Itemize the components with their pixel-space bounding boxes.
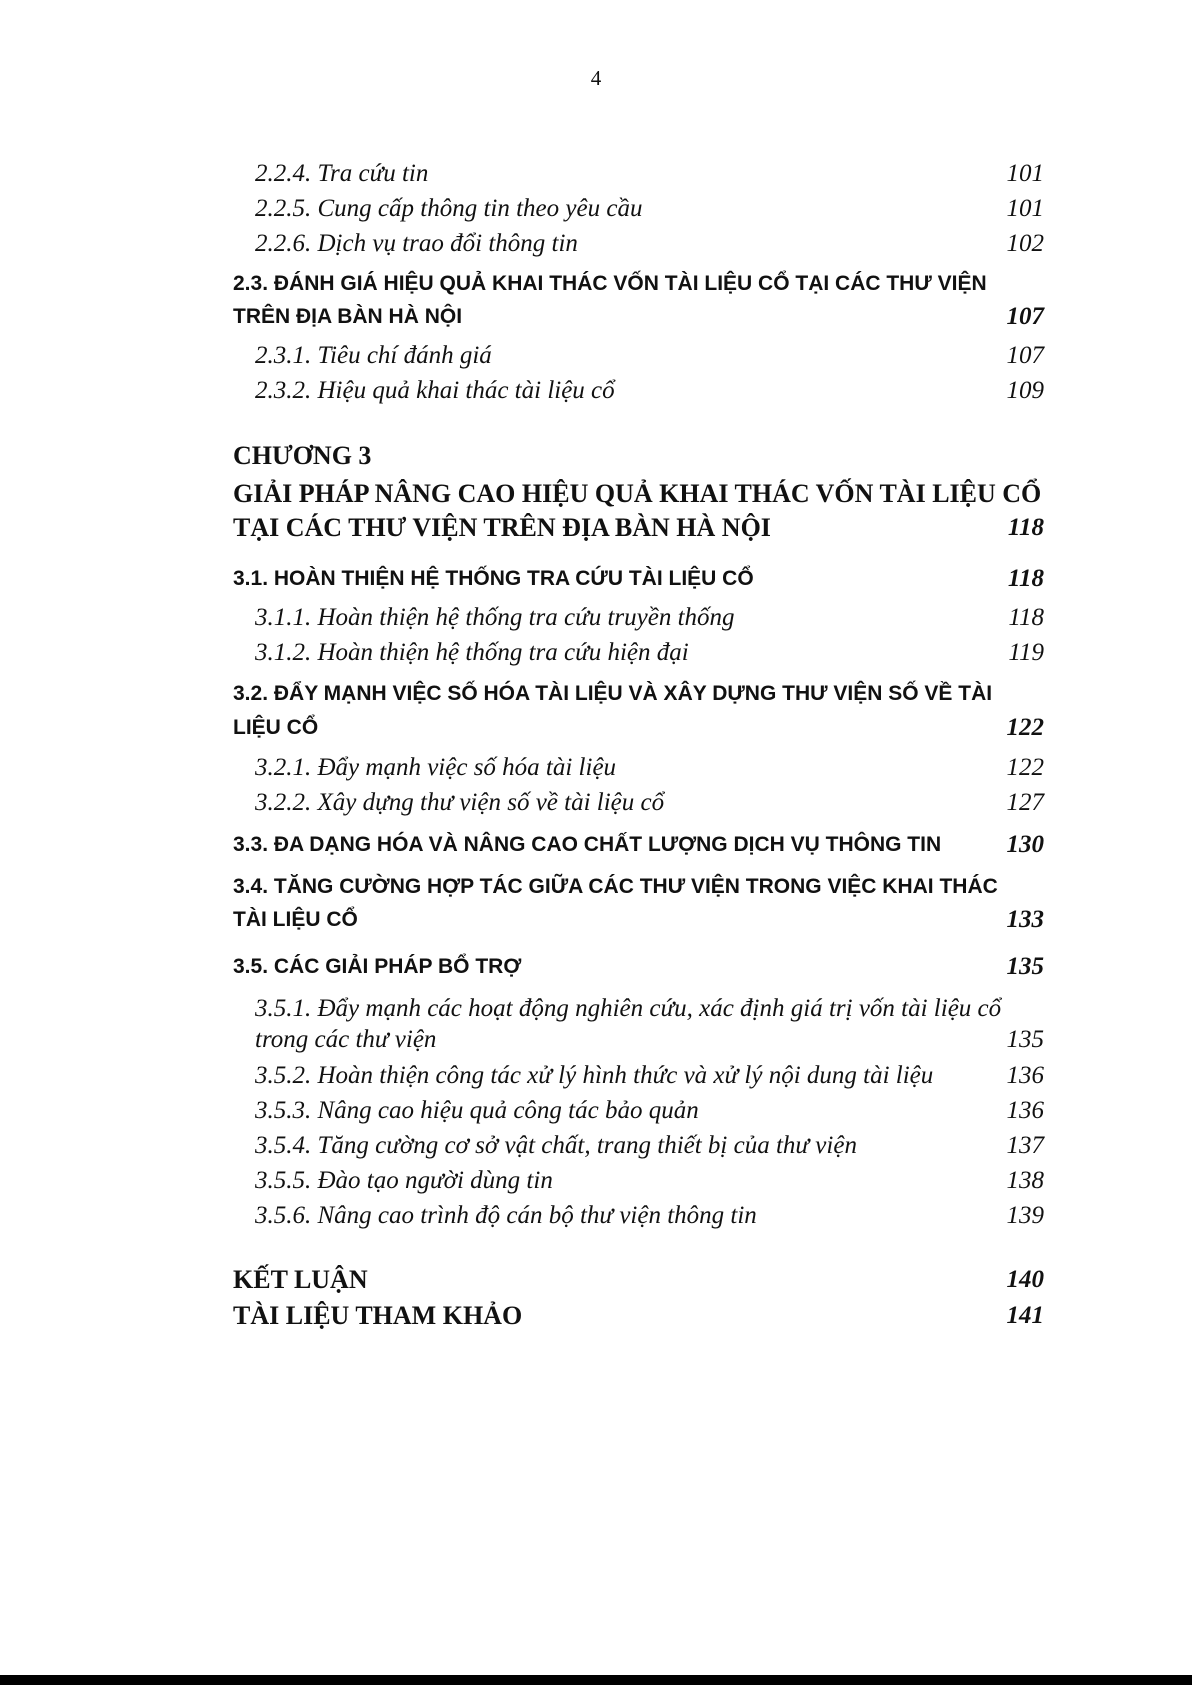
toc-entry[interactable] [233,786,1044,820]
toc-entry-title: 2.3.1. Tiêu chí đánh giá [255,342,492,369]
toc-entry-title: LIỆU CỔ [233,716,319,739]
toc-entry[interactable] [233,374,1044,408]
toc-entry-title: 3.2.1. Đẩy mạnh việc số hóa tài liệu [255,754,617,781]
toc-entry-page-number: 139 [1006,1202,1044,1229]
toc-entry-page-number: 107 [1006,303,1044,330]
toc-entry-title: TÀI LIỆU CỔ [233,908,358,931]
toc-entry[interactable] [233,636,1044,670]
toc-entry-page-number: 118 [1008,604,1044,631]
toc-entry-page-number: 127 [1006,789,1044,816]
toc-entry[interactable] [233,830,1044,860]
toc-entry-title: 3.1.1. Hoàn thiện hệ thống tra cứu truyền thống [255,604,735,631]
toc-entry-page-number: 101 [1006,160,1044,187]
toc-entry-title: KẾT LUẬN [233,1265,368,1294]
toc-entry-page-number: 122 [1006,754,1044,781]
toc-entry[interactable] [233,992,1044,1057]
toc-entry-title: 2.3. ĐÁNH GIÁ HIỆU QUẢ KHAI THÁC VỐN TÀI LIỆU CỔ TẠI CÁC THƯ VIỆN [233,272,987,295]
toc-entry[interactable] [233,751,1044,785]
toc-entry[interactable] [233,679,1044,743]
toc-entry[interactable] [233,564,1044,594]
toc-entry-title: 3.1.2. Hoàn thiện hệ thống tra cứu hiện đại [255,639,689,666]
toc-entry-page-number: 135 [1006,1026,1044,1053]
toc-entry-page-number: 109 [1006,377,1044,404]
toc-entry-title: trong các thư viện [255,1026,437,1053]
toc-entry-page-number: 138 [1006,1167,1044,1194]
toc-entry-page-number: 137 [1006,1132,1044,1159]
toc-entry-title: GIẢI PHÁP NÂNG CAO HIỆU QUẢ KHAI THÁC VỐN TÀI LIỆU CỔ [233,479,1042,508]
toc-entry-title: TẠI CÁC THƯ VIỆN TRÊN ĐỊA BÀN HÀ NỘI [233,513,771,542]
toc-entry-title: 3.5. CÁC GIẢI PHÁP BỔ TRỢ [233,955,522,978]
toc-entry[interactable] [233,952,1044,982]
toc-entry-title: 3.5.6. Nâng cao trình độ cán bộ thư viện thông tin [255,1202,757,1229]
toc-entry[interactable] [233,157,1044,191]
toc-entry-page-number: 136 [1006,1097,1044,1124]
toc-entry[interactable] [233,1263,1044,1297]
toc-entry-page-number: 135 [1006,953,1044,980]
toc-entry-title: 3.5.4. Tăng cường cơ sở vật chất, trang thiết bị của thư viện [255,1132,857,1159]
toc-entry-title: 3.3. ĐA DẠNG HÓA VÀ NÂNG CAO CHẤT LƯỢNG DỊCH VỤ THÔNG TIN [233,833,942,856]
toc-entry[interactable] [233,477,1044,545]
toc-entry[interactable] [233,339,1044,373]
toc-entry-title: 3.5.1. Đẩy mạnh các hoạt động nghiên cứu, xác định giá trị vốn tài liệu cổ [255,995,1002,1022]
toc-entry[interactable] [233,227,1044,261]
toc-entry-title: 3.5.5. Đào tạo người dùng tin [255,1167,553,1194]
toc-entry[interactable] [233,192,1044,226]
toc-entry-page-number: 122 [1006,714,1044,741]
toc-entry[interactable] [233,1059,1044,1093]
toc-entry[interactable] [233,601,1044,635]
toc-entry-title: 3.2. ĐẨY MẠNH VIỆC SỐ HÓA TÀI LIỆU VÀ XÂY DỰNG THƯ VIỆN SỐ VỀ TÀI [233,682,993,705]
toc-entry[interactable] [233,1164,1044,1198]
toc-entry-title: 3.5.2. Hoàn thiện công tác xử lý hình thức và xử lý nội dung tài liệu [255,1062,934,1089]
toc-entry-page-number: 118 [1007,514,1044,541]
toc-entry-title: 2.3.2. Hiệu quả khai thác tài liệu cổ [255,377,615,404]
toc-entry-page-number: 119 [1008,639,1044,666]
toc-entry[interactable] [233,872,1044,935]
toc-entry-page-number: 107 [1006,342,1044,369]
toc-entry-title: CHƯƠNG 3 [233,441,372,470]
toc-entry-page-number: 118 [1007,565,1044,592]
toc-entry[interactable] [233,1299,1044,1333]
toc-entry[interactable] [233,269,1044,332]
toc-entry-title: 3.1. HOÀN THIỆN HỆ THỐNG TRA CỨU TÀI LIỆU CỔ [233,567,754,590]
toc-entry-page-number: 130 [1006,831,1044,858]
toc-entry-page-number: 140 [1006,1266,1044,1293]
toc-entry-title: 3.4. TĂNG CƯỜNG HỢP TÁC GIỮA CÁC THƯ VIỆN TRONG VIỆC KHAI THÁC [233,875,998,898]
toc-entry[interactable] [233,439,1044,473]
toc-entry[interactable] [233,1094,1044,1128]
toc-entry-page-number: 102 [1006,230,1044,257]
toc-entry-title: TÀI LIỆU THAM KHẢO [233,1301,523,1330]
toc-entry-title: 2.2.4. Tra cứu tin [255,160,429,187]
toc-entry-page-number: 141 [1006,1302,1044,1329]
toc-entry-page-number: 101 [1006,195,1044,222]
toc-entry[interactable] [233,1199,1044,1233]
toc-entry[interactable] [233,1129,1044,1163]
page-number: 4 [590,66,602,90]
page-bottom-edge [0,1675,1192,1685]
toc-entry-title: 3.5.3. Nâng cao hiệu quả công tác bảo quản [255,1097,699,1124]
toc-entry-page-number: 136 [1006,1062,1044,1089]
toc-entry-title: 3.2.2. Xây dựng thư viện số về tài liệu cổ [255,789,665,816]
toc-entry-title: 2.2.5. Cung cấp thông tin theo yêu cầu [255,195,643,222]
toc-entry-title: TRÊN ĐỊA BÀN HÀ NỘI [233,305,463,328]
toc-entry-title: 2.2.6. Dịch vụ trao đổi thông tin [255,230,578,257]
toc-entry-page-number: 133 [1006,906,1044,933]
